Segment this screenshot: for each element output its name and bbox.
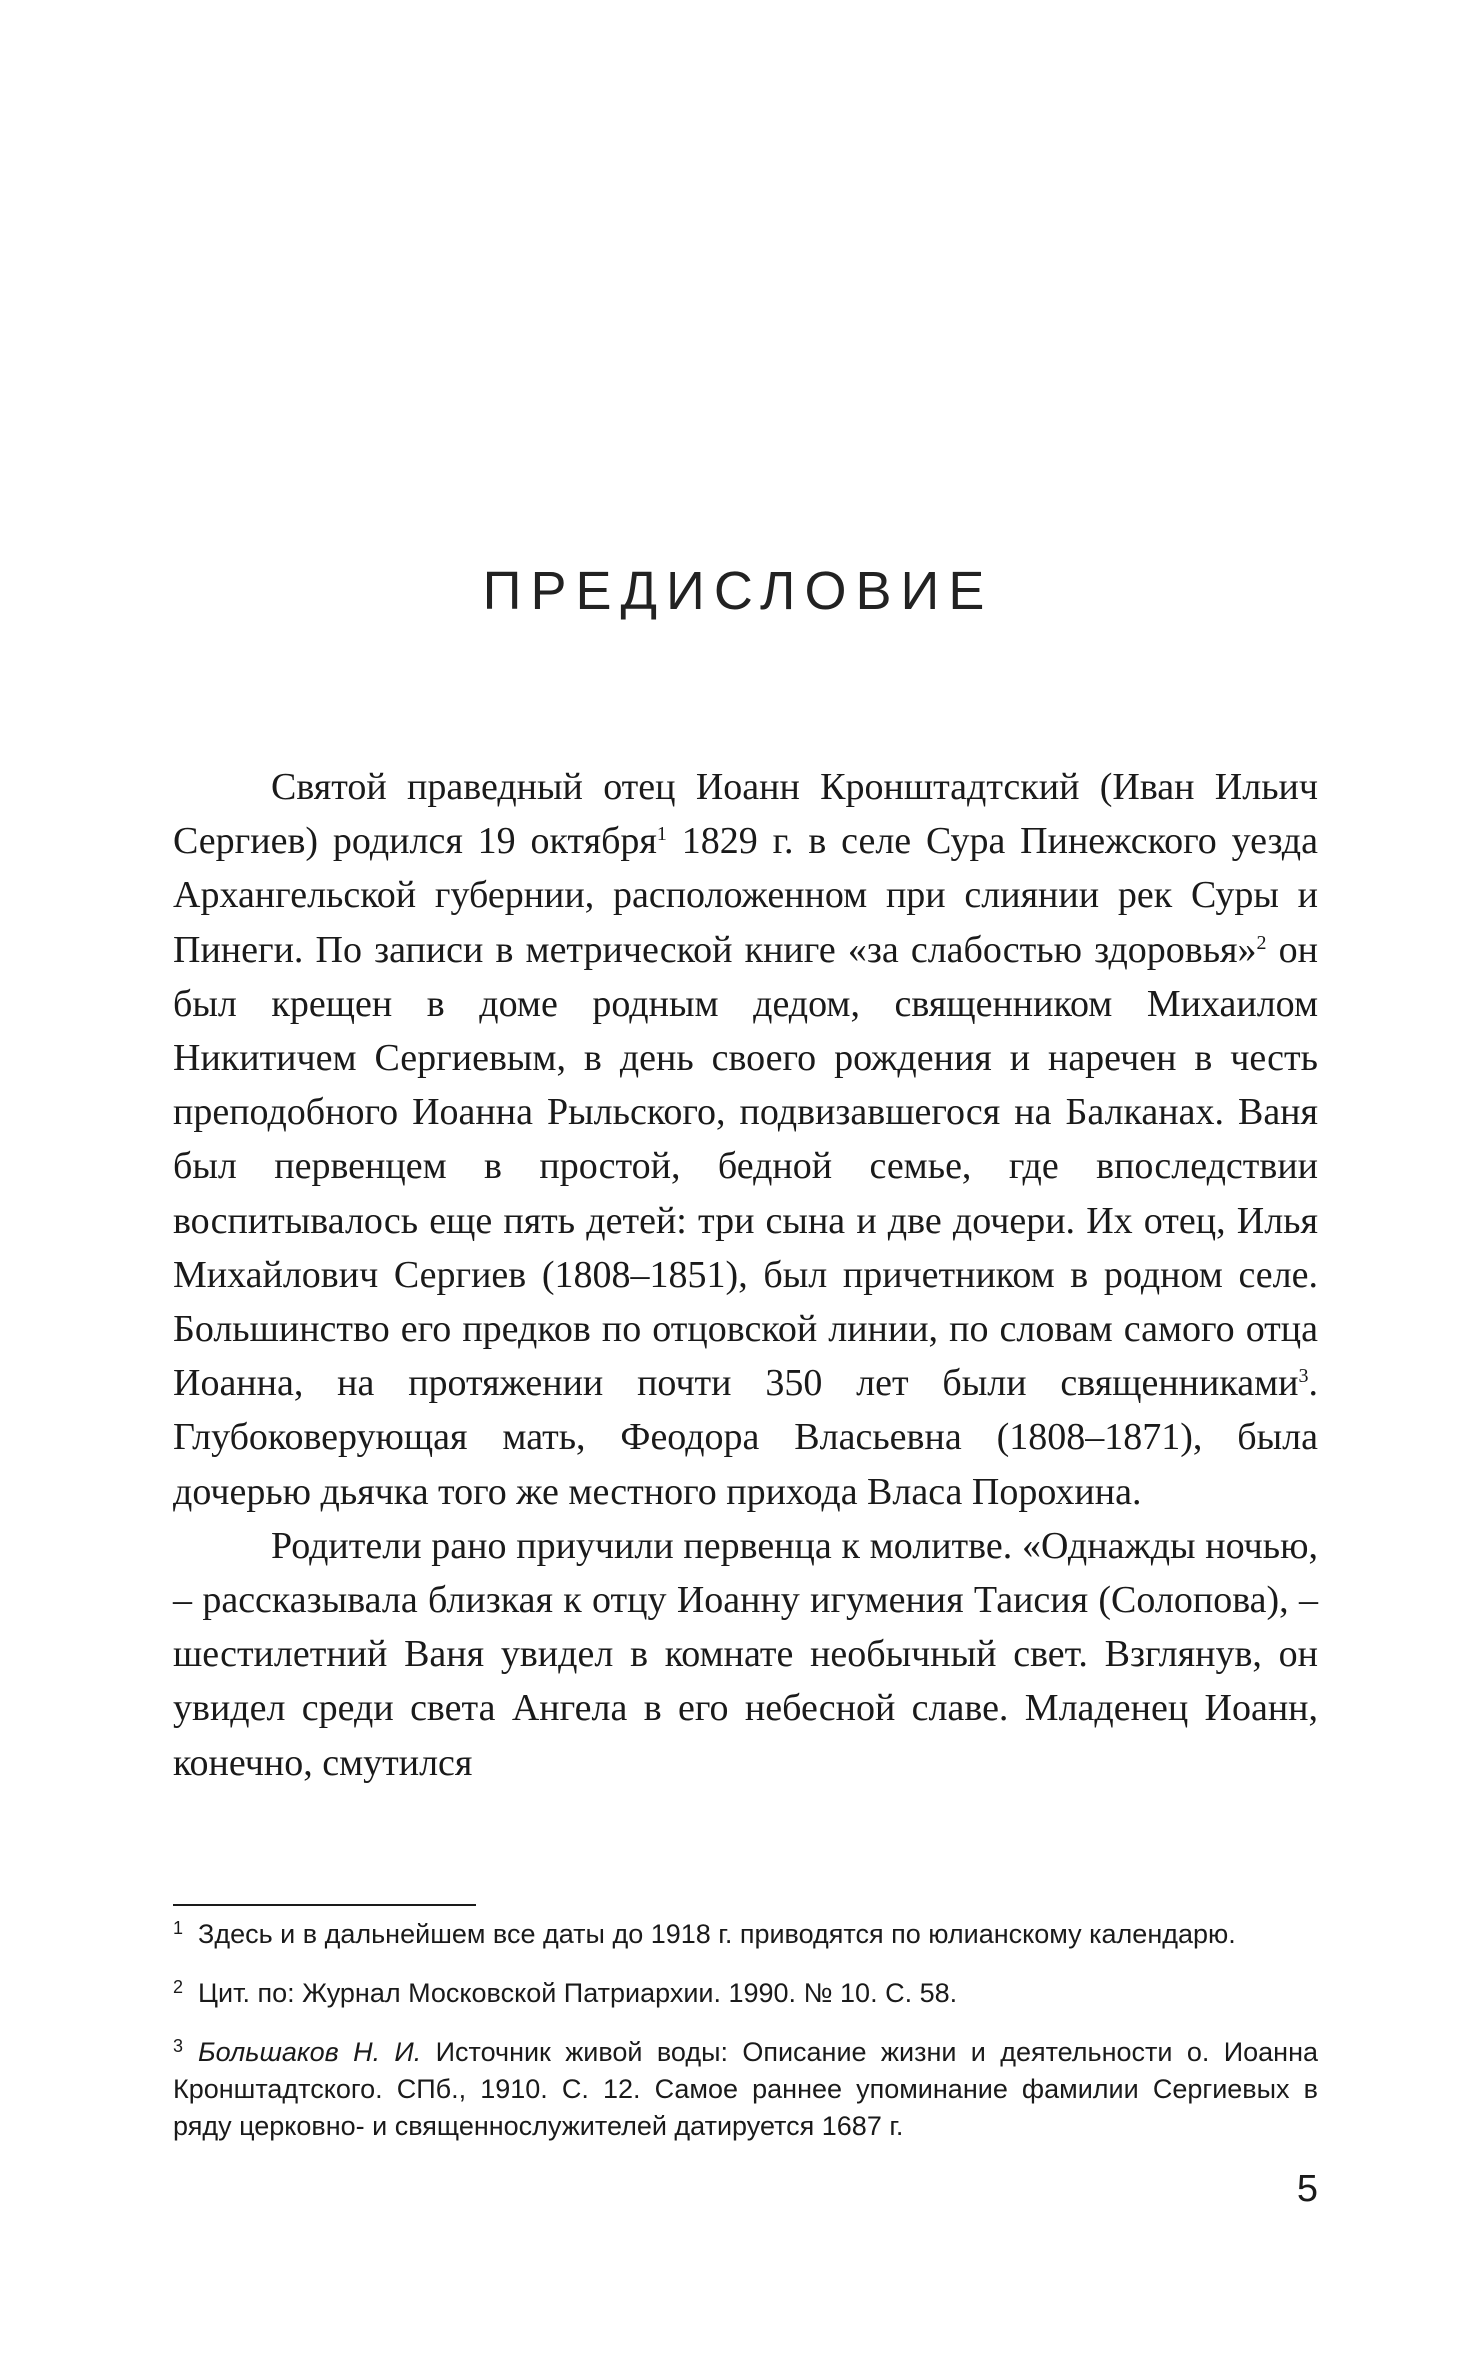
footnote-text: Источник живой воды: Описание жизни и деятельности о. Иоанна Кронштадтского. СПб., 1910. С. 12. Самое раннее упоминание фамилии Сергиевых в ряду церковно- и священнослужителей датируется 1687 г. [173, 2037, 1318, 2141]
main-text [173, 760, 1318, 1790]
paragraph-2: Родители рано приучили первенца к молитве. «Однажды ночью, – рассказывала близкая к отцу Иоанну игумения Таисия (Солопова), – шестилетний Ваня увидел в комнате необычный свет. Взглянув, он увидел среди света Ангела в его небесной славе. Младенец Иоанн, конечно, смутился [173, 1524, 1318, 1784]
footnote-2 [173, 1969, 1318, 2012]
footnote-ref-3: 3 [1298, 1365, 1309, 1388]
paragraph-1-part-4: . Глубоковерующая мать, Феодора Власьевна (1808–1871), была дочерью дьячка того же местного прихода Власа Порохина. [173, 1362, 1318, 1513]
footnote-1 [173, 1910, 1318, 1953]
footnote-number: 3 [173, 2036, 184, 2056]
paragraph-1-part-1: Святой праведный отец Иоанн Кронштадтский (Иван Ильич Сергиев) родился 19 октября [173, 766, 1318, 863]
footnote-text: Цит. по: Журнал Московской Патриархии. 1990. № 10. С. 58. [198, 1978, 958, 2008]
paragraph-1 [173, 760, 1318, 1519]
footnote-3 [173, 2028, 1318, 2145]
footnote-number: 1 [173, 1918, 184, 1938]
paragraph-1-part-2: 1829 г. в селе Сура Пинежского уезда Архангельской губернии, расположенном при слиянии рек Суры и Пинеги. По записи в метрической книге «за слабостью здоровья» [173, 820, 1318, 971]
footnotes [173, 1910, 1318, 2161]
footnote-author: Большаков Н. И. [198, 2037, 422, 2067]
paragraph-1-part-3: он был крещен в доме родным дедом, священником Михаилом Никитичем Сергиевым, в день своего рождения и наречен в честь преподобного Иоанна Рыльского, подвизавшегося на Балканах. Ваня был первенцем в простой, бедной семье, где впоследствии воспитывалось еще пять детей: три сына и две дочери. Их отец, Илья Михайлович Сергиев (1808–1851), был причетником в родном селе. Большинство его предков по отцовской линии, по словам самого отца Иоанна, на протяжении почти 350 лет были священниками [173, 928, 1318, 1405]
page-number: 5 [1296, 2168, 1318, 2210]
chapter-title: ПРЕДИСЛОВИЕ [482, 561, 994, 621]
footnote-text: Здесь и в дальнейшем все даты до 1918 г. приводятся по юлианскому календарю. [198, 1919, 1236, 1949]
footnote-ref-1: 1 [656, 823, 667, 846]
footnote-divider [173, 1904, 476, 1906]
footnote-number: 2 [173, 1977, 184, 1997]
footnote-ref-2: 2 [1256, 931, 1267, 954]
